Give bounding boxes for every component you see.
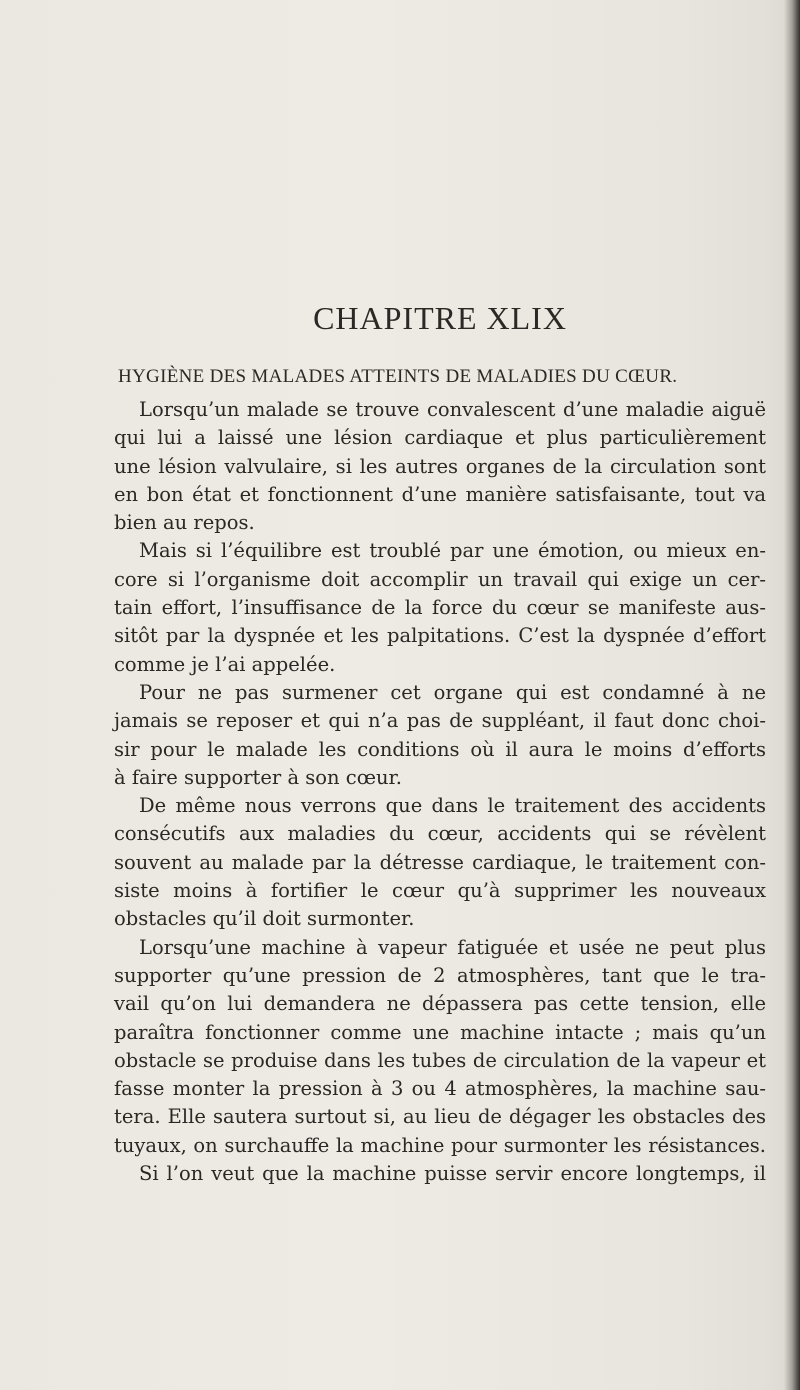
text-line: sir pour le malade les conditions où il aura le moins d’efforts: [114, 737, 766, 761]
text-line: paraîtra fonctionner comme une machine intacte ; mais qu’un: [114, 1020, 766, 1044]
text-line: core si l’organisme doit accomplir un travail qui exige un cer-: [114, 567, 766, 591]
text-line: siste moins à fortifier le cœur qu’à supprimer les nouveaux: [114, 879, 766, 903]
text-line: vail qu’on lui demandera ne dépassera pas cette tension, elle: [114, 992, 766, 1016]
text-line: une lésion valvulaire, si les autres organes de la circulation sont: [114, 454, 766, 478]
text-line: De même nous verrons que dans le traitement des accidents: [139, 794, 766, 818]
text-line: comme je l’ai appelée.: [114, 652, 336, 676]
text-line: supporter qu’une pression de 2 atmosphères, tant que le tra-: [114, 963, 766, 987]
text-line: Si l’on veut que la machine puisse servir encore longtemps, il: [139, 1162, 766, 1186]
text-line: obstacles qu’il doit surmonter.: [114, 907, 415, 931]
text-line: en bon état et fonctionnent d’une manière satisfaisante, tout va: [114, 482, 766, 506]
text-line: bien au repos.: [114, 511, 255, 535]
text-line: tera. Elle sautera surtout si, au lieu de dégager les obstacles des: [114, 1105, 766, 1129]
text-line: tuyaux, on surchauffe la machine pour surmonter les résistances.: [114, 1133, 766, 1157]
text-line: Lorsqu’un malade se trouve convalescent d’une maladie aiguë: [139, 398, 766, 421]
text-line: fasse monter la pression à 3 ou 4 atmosphères, la machine sau-: [114, 1077, 766, 1101]
text-line: Mais si l’équilibre est troublé par une émotion, ou mieux en-: [139, 539, 766, 563]
text-line: souvent au malade par la détresse cardiaque, le traitement con-: [114, 850, 766, 874]
chapter-title: CHAPITRE XLIX: [313, 300, 567, 336]
text-line: qui lui a laissé une lésion cardiaque et plus particulièrement: [114, 426, 766, 450]
text-line: jamais se reposer et qui n’a pas de suppléant, il faut donc choi-: [114, 709, 766, 733]
text-line: Lorsqu’une machine à vapeur fatiguée et usée ne peut plus: [139, 935, 766, 959]
text-line: sitôt par la dyspnée et les palpitations. C’est la dyspnée d’effort: [114, 624, 766, 648]
body-text: [114, 396, 766, 1188]
text-line: consécutifs aux maladies du cœur, accidents qui se révèlent: [114, 822, 766, 846]
binding-edge: [784, 0, 800, 1390]
text-line: obstacle se produise dans les tubes de circulation de la vapeur et: [114, 1048, 766, 1072]
chapter-subtitle: HYGIÈNE DES MALADES ATTEINTS DE MALADIES DU CŒUR.: [118, 366, 678, 387]
text-line: à faire supporter à son cœur.: [114, 765, 402, 789]
text-line: tain effort, l’insuffisance de la force du cœur se manifeste aus-: [114, 596, 766, 620]
text-line: Pour ne pas surmener cet organe qui est condamné à ne: [139, 680, 766, 704]
